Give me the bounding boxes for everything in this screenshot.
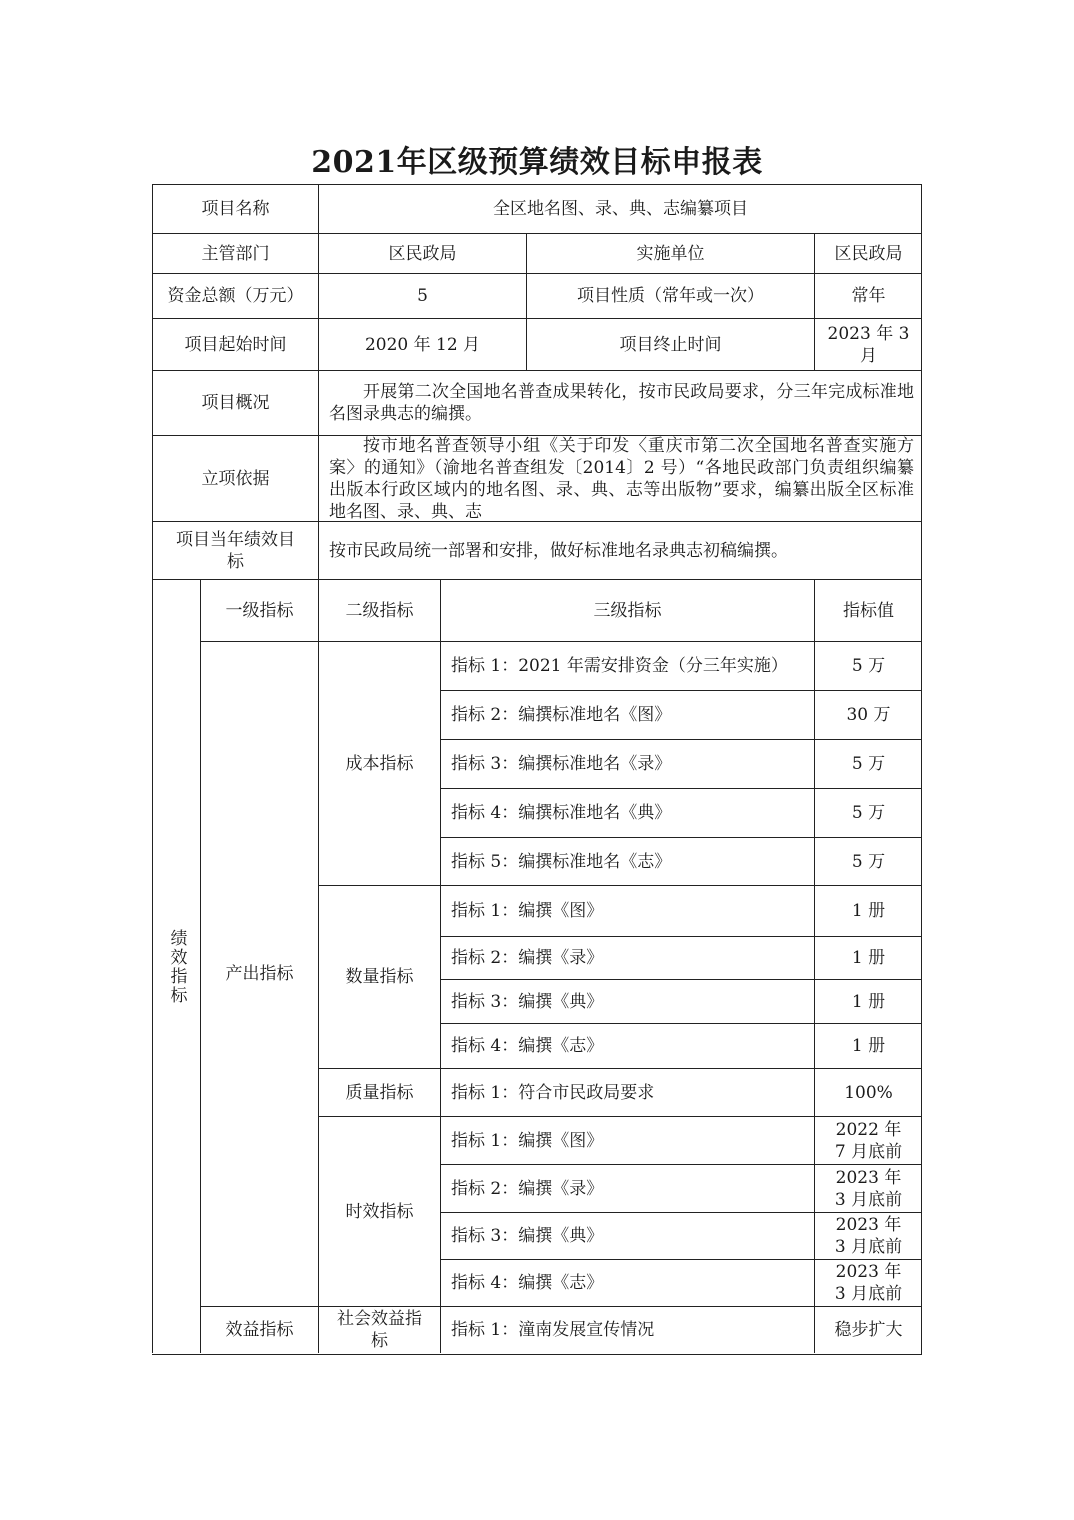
time-row-value: 2023 年 3 月底前 xyxy=(814,1164,922,1212)
overview-paragraph: 开展第二次全国地名普查成果转化，按市民政局要求，分三年完成标准地名图录典志的编撰。 xyxy=(329,382,914,424)
start-value: 2020 年 12 月 xyxy=(318,318,526,370)
cost-row-value: 30 万 xyxy=(814,690,922,739)
output-indicator-label: 产出指标 xyxy=(200,641,318,1306)
cost-row-value: 5 万 xyxy=(814,641,922,690)
quantity-row-value: 1 册 xyxy=(814,885,922,936)
dept-label: 主管部门 xyxy=(152,233,318,273)
cost-row-name: 指标 3：编撰标准地名《录》 xyxy=(440,739,814,788)
time-row-name: 指标 4：编撰《志》 xyxy=(440,1259,814,1306)
project-name-value: 全区地名图、录、典、志编纂项目 xyxy=(318,184,922,233)
time-row-name: 指标 1：编撰《图》 xyxy=(440,1116,814,1164)
cost-row-name: 指标 2：编撰标准地名《图》 xyxy=(440,690,814,739)
start-label: 项目起始时间 xyxy=(152,318,318,370)
basis-paragraph: 按市地名普查领导小组《关于印发〈重庆市第二次全国地名普查实施方案〉的通知》（渝地名普查组发〔2014〕2 号）“各地民政部门负责组织编纂出版本行政区域内的地名图、录、典、志等出版物”要求，编纂出版全区标准地名图、录、典、志 xyxy=(329,435,914,521)
header-level3: 三级指标 xyxy=(440,579,814,641)
project-name-label: 项目名称 xyxy=(152,184,318,233)
quality-row-value: 100% xyxy=(814,1068,922,1116)
cost-row-value: 5 万 xyxy=(814,739,922,788)
quantity-row-name: 指标 2：编撰《录》 xyxy=(440,936,814,979)
end-label: 项目终止时间 xyxy=(526,318,814,370)
quality-row-name: 指标 1：符合市民政局要求 xyxy=(440,1068,814,1116)
nature-value: 常年 xyxy=(814,273,922,318)
header-level2: 二级指标 xyxy=(318,579,440,641)
quality-indicator-label: 质量指标 xyxy=(318,1068,440,1116)
time-row-name: 指标 2：编撰《录》 xyxy=(440,1164,814,1212)
quantity-row-name: 指标 1：编撰《图》 xyxy=(440,885,814,936)
time-row-name: 指标 3：编撰《典》 xyxy=(440,1212,814,1259)
header-value: 指标值 xyxy=(814,579,922,641)
nature-label: 项目性质（常年或一次） xyxy=(526,273,814,318)
perf-side-text: 绩效指标 xyxy=(166,928,187,1005)
time-row-value: 2022 年 7 月底前 xyxy=(814,1116,922,1164)
page-title: 2021年区级预算绩效目标申报表 xyxy=(311,145,763,180)
impl-value: 区民政局 xyxy=(814,233,922,273)
goal-text: 按市民政局统一部署和安排，做好标准地名录典志初稿编撰。 xyxy=(318,521,922,579)
impl-label: 实施单位 xyxy=(526,233,814,273)
social-indicator-label: 社会效益指标 xyxy=(318,1306,440,1353)
cost-row-name: 指标 1：2021 年需安排资金（分三年实施） xyxy=(440,641,814,690)
overview-text xyxy=(318,370,922,435)
budget-table xyxy=(152,184,922,1355)
time-row-value: 2023 年 3 月底前 xyxy=(814,1259,922,1306)
cost-indicator-label: 成本指标 xyxy=(318,641,440,885)
quantity-row-name: 指标 3：编撰《典》 xyxy=(440,979,814,1023)
goal-label: 项目当年绩效目标 xyxy=(152,521,318,579)
time-row-value: 2023 年 3 月底前 xyxy=(814,1212,922,1259)
quantity-row-value: 1 册 xyxy=(814,1023,922,1068)
fund-label: 资金总额（万元） xyxy=(152,273,318,318)
perf-side-label xyxy=(152,579,200,1353)
basis-label: 立项依据 xyxy=(152,435,318,521)
fund-value: 5 xyxy=(318,273,526,318)
cost-row-name: 指标 4：编撰标准地名《典》 xyxy=(440,788,814,837)
overview-label: 项目概况 xyxy=(152,370,318,435)
social-row-value: 稳步扩大 xyxy=(814,1306,922,1353)
cost-row-value: 5 万 xyxy=(814,837,922,885)
time-indicator-label: 时效指标 xyxy=(318,1116,440,1306)
quantity-indicator-label: 数量指标 xyxy=(318,885,440,1068)
cost-row-value: 5 万 xyxy=(814,788,922,837)
social-row-name: 指标 1：潼南发展宣传情况 xyxy=(440,1306,814,1353)
header-level1: 一级指标 xyxy=(200,579,318,641)
quantity-row-value: 1 册 xyxy=(814,936,922,979)
quantity-row-name: 指标 4：编撰《志》 xyxy=(440,1023,814,1068)
cost-row-name: 指标 5：编撰标准地名《志》 xyxy=(440,837,814,885)
quantity-row-value: 1 册 xyxy=(814,979,922,1023)
dept-value: 区民政局 xyxy=(318,233,526,273)
end-value: 2023 年 3 月 xyxy=(814,318,922,370)
benefit-indicator-label: 效益指标 xyxy=(200,1306,318,1353)
basis-text xyxy=(318,435,922,521)
